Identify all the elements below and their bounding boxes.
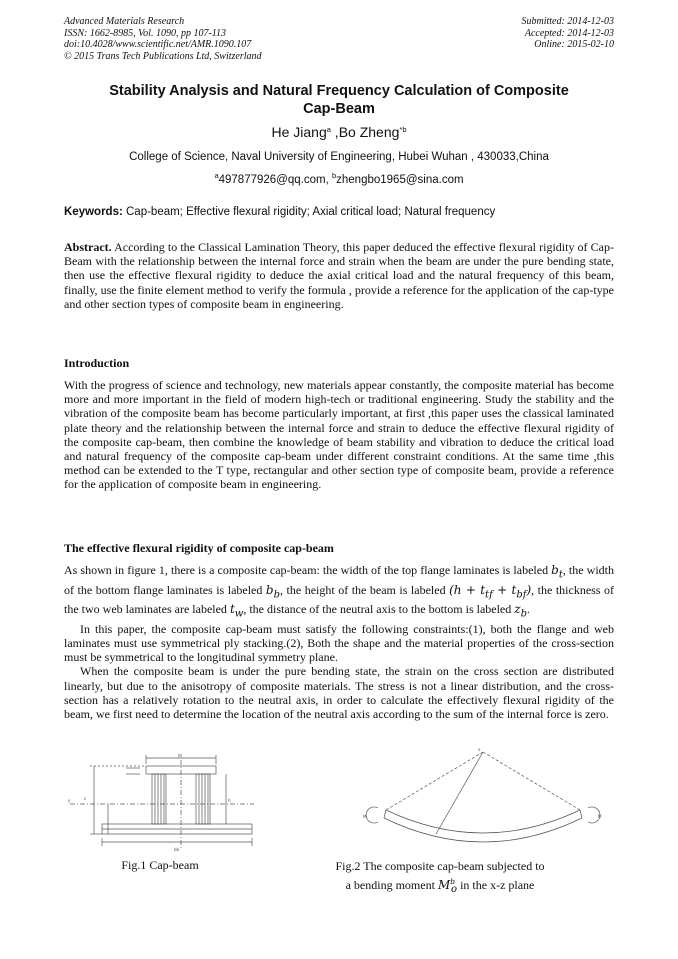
p1-text-d: , the thickness of the two web laminates are labeled: [64, 582, 614, 617]
figure-cap-beam: [66, 752, 256, 852]
author-emails: [64, 171, 614, 186]
label-center: o: [478, 748, 481, 752]
paragraph-2: In this paper, the composite cap-beam must satisfy the following constraints:(1), both the flange and web laminates must use symmetrical ply stacking.(2), Both the shape and the material properties of the cross-section must be symmetrical to the longitudinal symmetry plane.: [64, 621, 614, 665]
symbol-moment-sub: o: [451, 884, 458, 896]
symbol-moment-sup: b: [450, 877, 456, 886]
caption-2-text-a: a bending moment: [345, 878, 438, 892]
figure-2-caption: [300, 858, 580, 898]
author-list: [64, 124, 614, 140]
symbol-zb-sub: b: [520, 608, 527, 620]
title-line-2: Cap-Beam: [303, 101, 375, 117]
publication-info: [64, 16, 262, 62]
title-line-1: Stability Analysis and Natural Frequency Calculation of Composite: [109, 83, 569, 99]
symbol-height-a: (h + t: [449, 582, 486, 597]
author-2: Bo Zheng: [338, 124, 400, 140]
label-moment-left: M: [363, 814, 367, 819]
author-1-mark: a: [326, 125, 331, 134]
introduction-text: With the progress of science and technology, new materials appear constantly, the composite material has become more and more important in the field of modern high-tech or traditional engineering. Study the stability and the vibration of the composite beam has become particularly important, at first ,this paper uses the classical laminated plate theory and the relationship between the internal force and strain to deduce the effective flexural rigidity of the composite cap-beam, then combine the knowledge of beam stability and vibration to deduce the critical load and natural frequency of the composite cap-beam under different constraint conditions. At the same time ,this method can be extended to the T type, rectangular and other section type of composite beam, provide a reference for the application of composite beam in engineering.: [64, 378, 614, 492]
author-1: He Jiang: [271, 124, 327, 140]
label-z: z: [84, 796, 87, 801]
keywords-label: Keywords:: [64, 206, 123, 218]
keywords: [64, 206, 614, 218]
online-date: Online: 2015-02-10: [534, 39, 614, 50]
symbol-tw: [229, 602, 244, 620]
label-bt: bt: [178, 753, 183, 758]
p1-text-c: , the height of the beam is labeled: [280, 582, 450, 597]
symbol-bt: [551, 563, 563, 581]
email-a-mark: a: [214, 171, 219, 180]
email-b-mark: b: [331, 171, 337, 180]
figure-1-caption: Fig.1 Cap-beam: [121, 858, 199, 872]
paragraph-3: When the composite beam is under the pure bending state, the strain on the cross section are distributed linearly, but due to the anisotropy of composite materials. The stress is not a linear distribution, and the cross-section has a relatively rotation to the neutral axis, in order to calculate the effectively flexural rigidity of the beam, we first need to determine the location of the neutral axis according to the sum of the internal force is zero.: [64, 664, 614, 721]
p1-text-f: .: [527, 602, 530, 617]
symbol-zb-base: z: [514, 602, 521, 617]
publication-dates: [522, 16, 615, 51]
symbol-moment-base: M: [437, 878, 451, 892]
symbol-height: [449, 582, 532, 600]
email-a[interactable]: 497877926@qq.com,: [218, 174, 332, 186]
symbol-height-c: ): [526, 582, 532, 597]
section-rigidity-body: [64, 563, 614, 721]
p1-text-e: , the distance of the neutral axis to the bottom is labeled: [243, 602, 515, 617]
accepted-date: Accepted: 2014-12-03: [524, 27, 614, 39]
radius-line: [436, 752, 483, 834]
submitted-date: Submitted: 2014-12-03: [521, 16, 614, 27]
symbol-bb: [265, 582, 280, 600]
keywords-text: Cap-beam; Effective flexural rigidity; Axial critical load; Natural frequency: [122, 206, 496, 218]
paragraph-1: [64, 563, 614, 622]
symbol-bb-base: b: [265, 582, 274, 597]
p1-text-b: , the width of the bottom flange laminates is labeled: [64, 563, 614, 597]
abstract-text: According to the Classical Lamination Theory, this paper deduced the effective flexural rigidity of Cap-Beam with the relationship between the internal force and strain when the beam are under the pure bending state, then use the effective flexural rigidity to deduce the axial critical load and the natural frequency of this beam, finally, use the finite element method to verify the formula , provide a reference for the application of the cap-type and other section types of composite beam in engineering.: [64, 240, 614, 311]
introduction-heading: Introduction: [64, 356, 130, 370]
symbol-zb: [514, 602, 527, 620]
symbol-height-sub1: tf: [485, 588, 493, 600]
label-y: y: [68, 798, 71, 803]
journal-name: Advanced Materials Research: [64, 16, 185, 27]
symbol-bt-base: b: [551, 563, 559, 577]
symbol-bt-sub: t: [558, 569, 563, 581]
symbol-moment: [437, 877, 458, 896]
email-b[interactable]: zhengbo1965@sina.com: [336, 174, 464, 186]
issn-line: ISSN: 1662-8985, Vol. 1090, pp 107-113: [64, 27, 227, 39]
symbol-bb-sub: b: [273, 588, 280, 600]
beam-top-edge: [386, 810, 580, 833]
figure-bending-beam: [358, 748, 608, 853]
doi-line[interactable]: doi:10.4028/www.scientific.net/AMR.1090.107: [64, 39, 252, 50]
abstract-label: Abstract.: [64, 240, 112, 254]
left-moment-arrow: [366, 807, 378, 823]
caption-2-text-b: in the x-z plane: [457, 878, 535, 892]
label-h: h: [228, 798, 231, 803]
section-heading-rigidity: The effective flexural rigidity of composite cap-beam: [64, 541, 334, 555]
figure-2-caption-line-1: Fig.2 The composite cap-beam subjected to: [335, 859, 545, 873]
p1-text-a: As shown in figure 1, there is a composite cap-beam: the width of the top flange laminates is labeled: [64, 563, 552, 577]
author-2-mark: *b: [399, 125, 407, 134]
author-separator: ,: [330, 124, 339, 140]
figure-2-caption-line-2: [300, 874, 580, 898]
abstract: [64, 240, 614, 311]
symbol-tw-base: t: [229, 602, 235, 617]
paper-title: [64, 82, 614, 118]
label-bb: bb: [174, 847, 180, 852]
symbol-height-b: + t: [492, 582, 517, 597]
symbol-tw-sub: w: [234, 608, 244, 620]
symbol-height-sub2: bf: [516, 588, 527, 600]
copyright-line: © 2015 Trans Tech Publications Ltd, Switzerland: [64, 50, 262, 62]
affiliation: College of Science, Naval University of Engineering, Hubei Wuhan , 430033,China: [129, 151, 549, 163]
label-moment-right: M: [598, 814, 602, 819]
